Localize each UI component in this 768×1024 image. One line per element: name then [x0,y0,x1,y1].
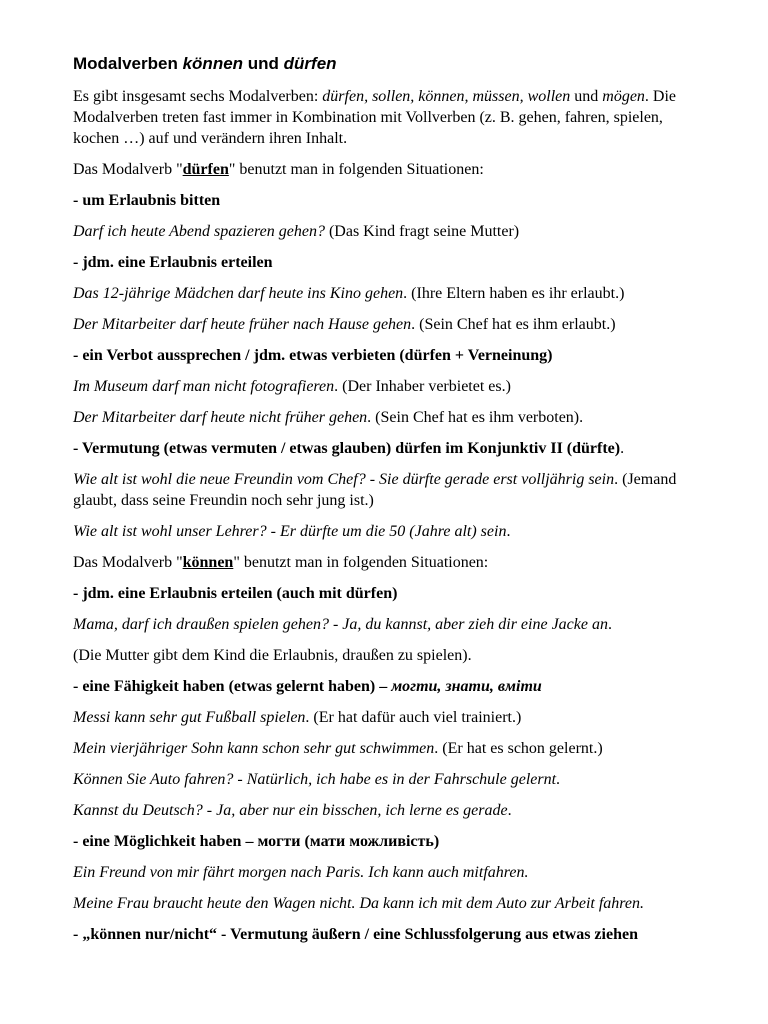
heading-faehigkeit-bold: - eine Fähigkeit haben (etwas gelernt haben) – [73,678,392,695]
example-2 [73,283,713,304]
example-12-italic: Können Sie Auto fahren? - Natürlich, ich habe es in der Fahrschule gelernt [73,771,557,788]
section-koennen-pre: Das Modalverb " [73,554,183,571]
example-2-italic: Das 12-jährige Mädchen darf heute ins Kino gehen [73,285,404,302]
heading-moeglichkeit: - eine Möglichkeit haben – могти (мати можливість) [73,833,440,850]
title-word-koennen: können [182,54,244,73]
heading-erlaubnis-koennen: - jdm. eine Erlaubnis erteilen (auch mit dürfen) [73,585,398,602]
heading-vermutung-koennen: - „können nur/nicht“ - Vermutung äußern / eine Schlussfolgerung aus etwas ziehen [73,926,638,943]
example-8 [73,614,713,635]
example-13-note: . [507,802,512,819]
example-10 [73,707,713,728]
example-5 [73,407,713,428]
section-duerfen-word: dürfen [182,161,229,178]
example-7-note: . [506,523,511,540]
example-1-note: (Das Kind fragt seine Mutter) [324,223,520,240]
example-11 [73,738,713,759]
example-11-italic: Mein vierjähriger Sohn kann schon sehr gut schwimmen [73,740,435,757]
intro-text-2: und [570,88,603,105]
section-duerfen-intro [73,159,713,180]
example-13 [73,800,713,821]
heading-vermutung-bold: - Vermutung (etwas vermuten / etwas glauben) dürfen im Konjunktiv II (dürfte) [73,440,621,457]
title-word-duerfen: dürfen [283,54,337,73]
intro-paragraph [73,86,713,149]
section-koennen-word: können [182,554,234,571]
example-6 [73,469,713,511]
title-mid: und [243,54,284,73]
example-5-italic: Der Mitarbeiter darf heute nicht früher gehen [73,409,368,426]
section-koennen-post: " benutzt man in folgenden Situationen: [233,554,489,571]
heading-erlaubnis-bitten: - um Erlaubnis bitten [73,192,221,209]
example-4-italic: Im Museum darf man nicht fotografieren [73,378,335,395]
intro-text-1: Es gibt insgesamt sechs Modalverben: [73,88,323,105]
example-3 [73,314,713,335]
example-13-italic: Kannst du Deutsch? - Ja, aber nur ein bisschen, ich lerne es gerade [73,802,508,819]
example-4 [73,376,713,397]
example-3-italic: Der Mitarbeiter darf heute früher nach Hause gehen [73,316,412,333]
example-10-italic: Messi kann sehr gut Fußball spielen [73,709,306,726]
example-12-note: . [556,771,561,788]
example-7-italic: Wie alt ist wohl unser Lehrer? - Er dürfte um die 50 (Jahre alt) sein [73,523,507,540]
example-14: Ein Freund von mir fährt morgen nach Paris. Ich kann auch mitfahren. [73,864,529,881]
example-11-note: . (Er hat es schon gelernt.) [434,740,603,757]
example-6-italic: Wie alt ist wohl die neue Freundin vom Chef? - Sie dürfte gerade erst volljährig sein [73,471,615,488]
document-page [73,52,713,945]
intro-verbs: dürfen, sollen, können, müssen, wollen [322,88,571,105]
heading-erlaubnis-erteilen: - jdm. eine Erlaubnis erteilen [73,254,273,271]
example-3-note: . (Sein Chef hat es ihm erlaubt.) [411,316,616,333]
example-9: (Die Mutter gibt dem Kind die Erlaubnis, draußen zu spielen). [73,647,472,664]
example-1-italic: Darf ich heute Abend spazieren gehen? [73,223,325,240]
example-8-italic: Mama, darf ich draußen spielen gehen? - Ja, du kannst, aber zieh dir eine Jacke an [73,616,608,633]
example-6-note: . (Jemand glaubt, dass seine Freundin noch sehr jung ist.) [73,471,677,509]
example-15: Meine Frau braucht heute den Wagen nicht. Da kann ich mit dem Auto zur Arbeit fahren. [73,895,645,912]
section-koennen-intro [73,552,713,573]
example-12 [73,769,713,790]
intro-text-3: . Die Modalverben treten fast immer in Kombination mit Vollverben (z. B. gehen, fahren, spielen, kochen …) auf und verändern ihren Inhalt. [73,88,677,147]
section-duerfen-pre: Das Modalverb " [73,161,183,178]
example-7 [73,521,713,542]
example-5-note: . (Sein Chef hat es ihm verboten). [367,409,584,426]
page-title [73,52,713,76]
heading-faehigkeit [73,676,713,697]
example-2-note: . (Ihre Eltern haben es ihr erlaubt.) [403,285,625,302]
intro-verb-last: mögen [602,88,645,105]
section-duerfen-post: " benutzt man in folgenden Situationen: [228,161,484,178]
example-8-note: . [607,616,612,633]
heading-faehigkeit-translation: могти, знати, вміти [391,678,542,695]
heading-verbot: - ein Verbot aussprechen / jdm. etwas verbieten (dürfen + Verneinung) [73,347,553,364]
heading-vermutung-tail: . [620,440,625,457]
title-prefix: Modalverben [73,54,183,73]
heading-vermutung [73,438,713,459]
example-1 [73,221,713,242]
example-4-note: . (Der Inhaber verbietet es.) [334,378,511,395]
example-10-note: . (Er hat dafür auch viel trainiert.) [305,709,522,726]
